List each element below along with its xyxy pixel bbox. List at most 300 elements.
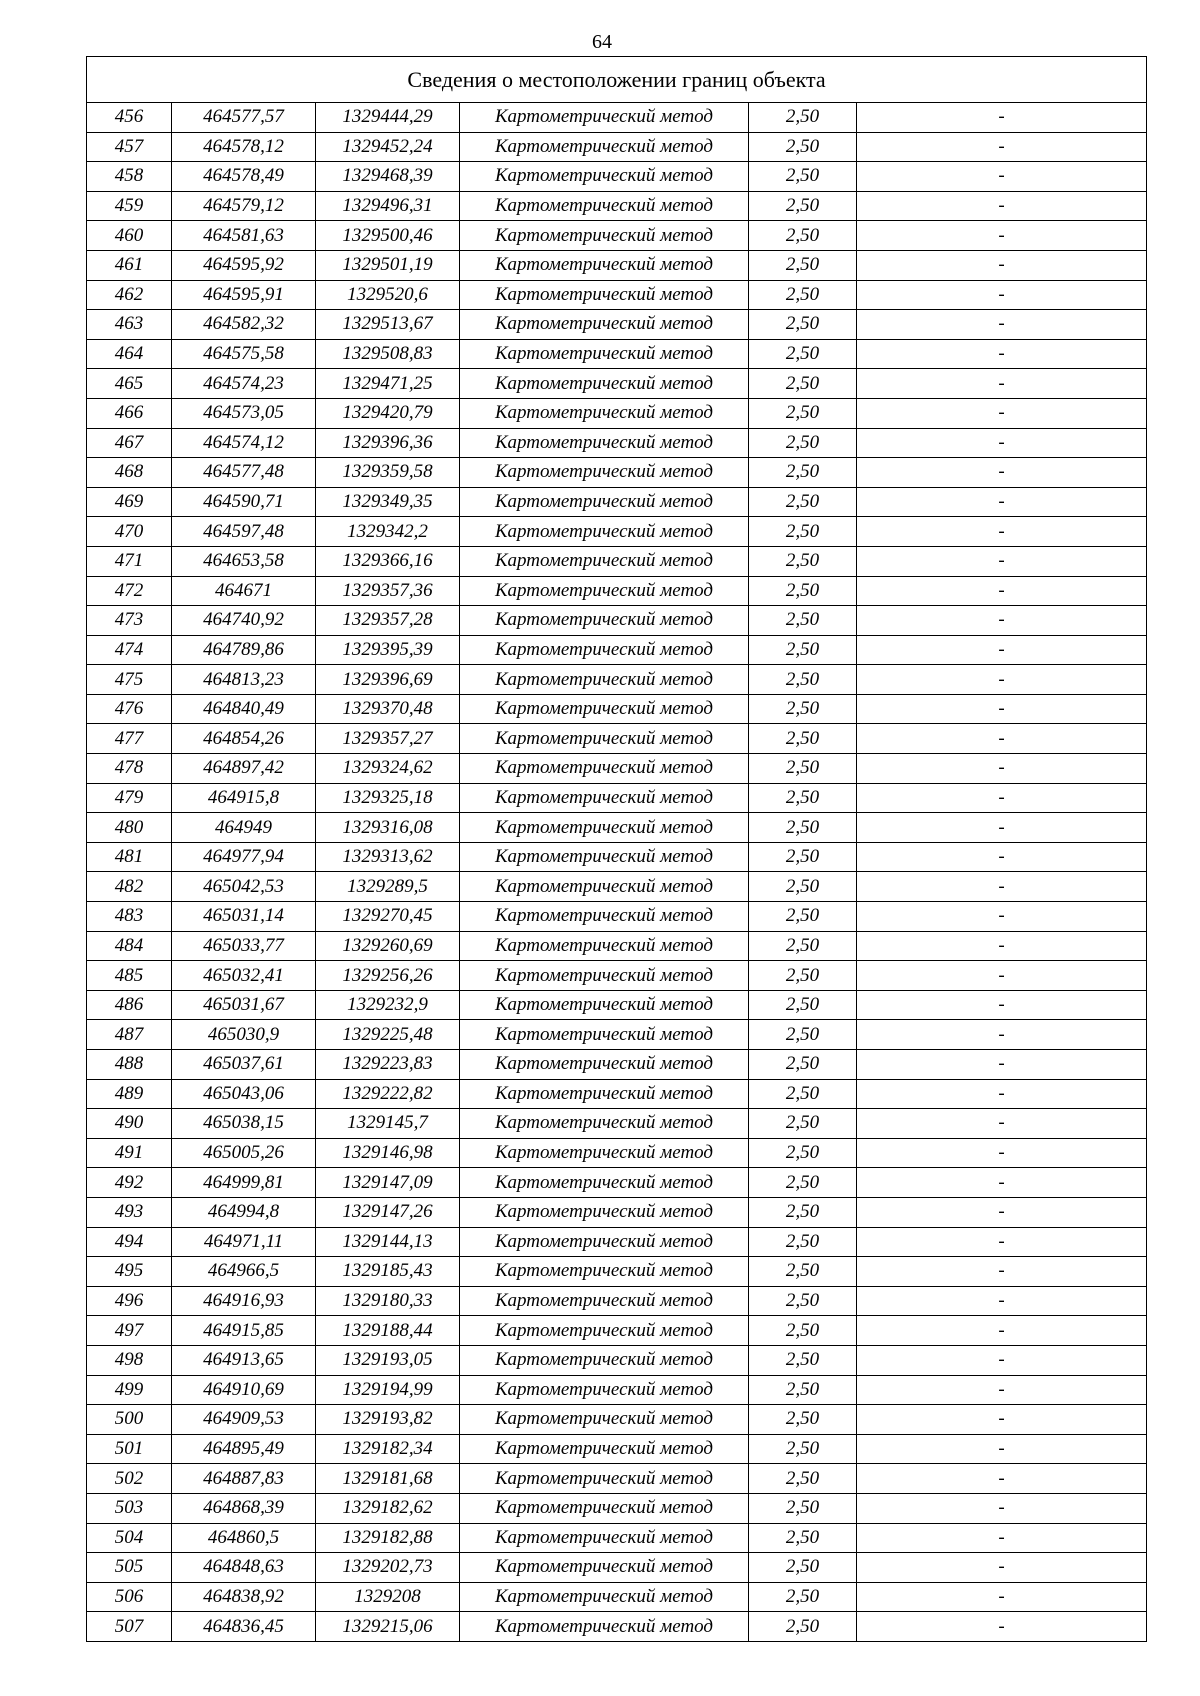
point-number-cell: 488 — [87, 1050, 172, 1080]
accuracy-cell: 2,50 — [749, 1582, 857, 1612]
table-row — [87, 1138, 1147, 1168]
table-row — [87, 1405, 1147, 1435]
table-row — [87, 369, 1147, 399]
description-cell: - — [857, 842, 1147, 872]
x-coordinate-cell: 464579,12 — [172, 191, 316, 221]
y-coordinate-cell: 1329452,24 — [316, 132, 460, 162]
point-number-cell: 470 — [87, 517, 172, 547]
y-coordinate-cell: 1329496,31 — [316, 191, 460, 221]
description-cell: - — [857, 103, 1147, 133]
description-cell: - — [857, 162, 1147, 192]
method-cell: Картометрический метод — [460, 162, 749, 192]
table-row — [87, 221, 1147, 251]
accuracy-cell: 2,50 — [749, 1257, 857, 1287]
description-cell: - — [857, 1257, 1147, 1287]
y-coordinate-cell: 1329147,26 — [316, 1197, 460, 1227]
method-cell: Картометрический метод — [460, 990, 749, 1020]
y-coordinate-cell: 1329182,88 — [316, 1523, 460, 1553]
table-row — [87, 250, 1147, 280]
method-cell: Картометрический метод — [460, 546, 749, 576]
table-row — [87, 961, 1147, 991]
accuracy-cell: 2,50 — [749, 1079, 857, 1109]
point-number-cell: 462 — [87, 280, 172, 310]
description-cell: - — [857, 1523, 1147, 1553]
y-coordinate-cell: 1329420,79 — [316, 398, 460, 428]
x-coordinate-cell: 464575,58 — [172, 339, 316, 369]
description-cell: - — [857, 783, 1147, 813]
x-coordinate-cell: 464813,23 — [172, 665, 316, 695]
accuracy-cell: 2,50 — [749, 842, 857, 872]
point-number-cell: 460 — [87, 221, 172, 251]
y-coordinate-cell: 1329324,62 — [316, 754, 460, 784]
point-number-cell: 478 — [87, 754, 172, 784]
description-cell: - — [857, 665, 1147, 695]
point-number-cell: 464 — [87, 339, 172, 369]
description-cell: - — [857, 872, 1147, 902]
method-cell: Картометрический метод — [460, 1345, 749, 1375]
accuracy-cell: 2,50 — [749, 103, 857, 133]
accuracy-cell: 2,50 — [749, 931, 857, 961]
x-coordinate-cell: 464577,48 — [172, 458, 316, 488]
table-body — [87, 103, 1147, 1642]
method-cell: Картометрический метод — [460, 1316, 749, 1346]
accuracy-cell: 2,50 — [749, 1345, 857, 1375]
point-number-cell: 500 — [87, 1405, 172, 1435]
table-row — [87, 428, 1147, 458]
accuracy-cell: 2,50 — [749, 132, 857, 162]
table-row — [87, 754, 1147, 784]
accuracy-cell: 2,50 — [749, 813, 857, 843]
y-coordinate-cell: 1329193,82 — [316, 1405, 460, 1435]
table-row — [87, 1375, 1147, 1405]
y-coordinate-cell: 1329359,58 — [316, 458, 460, 488]
y-coordinate-cell: 1329313,62 — [316, 842, 460, 872]
point-number-cell: 490 — [87, 1109, 172, 1139]
description-cell: - — [857, 517, 1147, 547]
point-number-cell: 495 — [87, 1257, 172, 1287]
boundary-table — [86, 56, 1147, 1642]
table-title-row — [87, 57, 1147, 103]
table-row — [87, 872, 1147, 902]
x-coordinate-cell: 464897,42 — [172, 754, 316, 784]
point-number-cell: 507 — [87, 1612, 172, 1642]
table-row — [87, 1582, 1147, 1612]
point-number-cell: 505 — [87, 1553, 172, 1583]
method-cell: Картометрический метод — [460, 1523, 749, 1553]
method-cell: Картометрический метод — [460, 754, 749, 784]
y-coordinate-cell: 1329444,29 — [316, 103, 460, 133]
table-row — [87, 990, 1147, 1020]
description-cell: - — [857, 339, 1147, 369]
method-cell: Картометрический метод — [460, 1109, 749, 1139]
method-cell: Картометрический метод — [460, 369, 749, 399]
y-coordinate-cell: 1329289,5 — [316, 872, 460, 902]
description-cell: - — [857, 1020, 1147, 1050]
y-coordinate-cell: 1329144,13 — [316, 1227, 460, 1257]
y-coordinate-cell: 1329181,68 — [316, 1464, 460, 1494]
method-cell: Картометрический метод — [460, 1405, 749, 1435]
x-coordinate-cell: 464915,85 — [172, 1316, 316, 1346]
y-coordinate-cell: 1329180,33 — [316, 1286, 460, 1316]
description-cell: - — [857, 576, 1147, 606]
accuracy-cell: 2,50 — [749, 783, 857, 813]
point-number-cell: 503 — [87, 1493, 172, 1523]
method-cell: Картометрический метод — [460, 1434, 749, 1464]
accuracy-cell: 2,50 — [749, 754, 857, 784]
description-cell: - — [857, 694, 1147, 724]
x-coordinate-cell: 465042,53 — [172, 872, 316, 902]
description-cell: - — [857, 1464, 1147, 1494]
y-coordinate-cell: 1329182,62 — [316, 1493, 460, 1523]
method-cell: Картометрический метод — [460, 1168, 749, 1198]
description-cell: - — [857, 487, 1147, 517]
description-cell: - — [857, 132, 1147, 162]
point-number-cell: 494 — [87, 1227, 172, 1257]
x-coordinate-cell: 464578,49 — [172, 162, 316, 192]
table-row — [87, 132, 1147, 162]
point-number-cell: 456 — [87, 103, 172, 133]
y-coordinate-cell: 1329395,39 — [316, 635, 460, 665]
table-row — [87, 1464, 1147, 1494]
accuracy-cell: 2,50 — [749, 487, 857, 517]
accuracy-cell: 2,50 — [749, 191, 857, 221]
point-number-cell: 458 — [87, 162, 172, 192]
table-row — [87, 842, 1147, 872]
table-row — [87, 1079, 1147, 1109]
x-coordinate-cell: 464999,81 — [172, 1168, 316, 1198]
description-cell: - — [857, 1375, 1147, 1405]
table-row — [87, 1257, 1147, 1287]
x-coordinate-cell: 464740,92 — [172, 606, 316, 636]
point-number-cell: 469 — [87, 487, 172, 517]
x-coordinate-cell: 464915,8 — [172, 783, 316, 813]
accuracy-cell: 2,50 — [749, 221, 857, 251]
description-cell: - — [857, 1553, 1147, 1583]
x-coordinate-cell: 465005,26 — [172, 1138, 316, 1168]
x-coordinate-cell: 464854,26 — [172, 724, 316, 754]
y-coordinate-cell: 1329468,39 — [316, 162, 460, 192]
description-cell: - — [857, 813, 1147, 843]
y-coordinate-cell: 1329396,36 — [316, 428, 460, 458]
x-coordinate-cell: 464838,92 — [172, 1582, 316, 1612]
method-cell: Картометрический метод — [460, 902, 749, 932]
accuracy-cell: 2,50 — [749, 1405, 857, 1435]
y-coordinate-cell: 1329357,27 — [316, 724, 460, 754]
y-coordinate-cell: 1329225,48 — [316, 1020, 460, 1050]
x-coordinate-cell: 464597,48 — [172, 517, 316, 547]
x-coordinate-cell: 464966,5 — [172, 1257, 316, 1287]
table-row — [87, 694, 1147, 724]
description-cell: - — [857, 724, 1147, 754]
description-cell: - — [857, 1109, 1147, 1139]
point-number-cell: 466 — [87, 398, 172, 428]
description-cell: - — [857, 1316, 1147, 1346]
y-coordinate-cell: 1329223,83 — [316, 1050, 460, 1080]
table-row — [87, 1020, 1147, 1050]
x-coordinate-cell: 465043,06 — [172, 1079, 316, 1109]
y-coordinate-cell: 1329193,05 — [316, 1345, 460, 1375]
description-cell: - — [857, 369, 1147, 399]
point-number-cell: 474 — [87, 635, 172, 665]
accuracy-cell: 2,50 — [749, 369, 857, 399]
table-row — [87, 1050, 1147, 1080]
description-cell: - — [857, 191, 1147, 221]
y-coordinate-cell: 1329500,46 — [316, 221, 460, 251]
x-coordinate-cell: 464909,53 — [172, 1405, 316, 1435]
accuracy-cell: 2,50 — [749, 1109, 857, 1139]
point-number-cell: 487 — [87, 1020, 172, 1050]
method-cell: Картометрический метод — [460, 1612, 749, 1642]
x-coordinate-cell: 464590,71 — [172, 487, 316, 517]
description-cell: - — [857, 1286, 1147, 1316]
point-number-cell: 465 — [87, 369, 172, 399]
description-cell: - — [857, 1345, 1147, 1375]
description-cell: - — [857, 1612, 1147, 1642]
accuracy-cell: 2,50 — [749, 1434, 857, 1464]
y-coordinate-cell: 1329147,09 — [316, 1168, 460, 1198]
point-number-cell: 461 — [87, 250, 172, 280]
accuracy-cell: 2,50 — [749, 428, 857, 458]
point-number-cell: 485 — [87, 961, 172, 991]
table-row — [87, 1316, 1147, 1346]
method-cell: Картометрический метод — [460, 428, 749, 458]
y-coordinate-cell: 1329520,6 — [316, 280, 460, 310]
point-number-cell: 486 — [87, 990, 172, 1020]
accuracy-cell: 2,50 — [749, 635, 857, 665]
table-row — [87, 1493, 1147, 1523]
description-cell: - — [857, 1197, 1147, 1227]
x-coordinate-cell: 464916,93 — [172, 1286, 316, 1316]
table-row — [87, 1109, 1147, 1139]
method-cell: Картометрический метод — [460, 1375, 749, 1405]
accuracy-cell: 2,50 — [749, 872, 857, 902]
x-coordinate-cell: 464994,8 — [172, 1197, 316, 1227]
method-cell: Картометрический метод — [460, 694, 749, 724]
point-number-cell: 475 — [87, 665, 172, 695]
x-coordinate-cell: 464582,32 — [172, 310, 316, 340]
x-coordinate-cell: 464653,58 — [172, 546, 316, 576]
table-row — [87, 280, 1147, 310]
point-number-cell: 497 — [87, 1316, 172, 1346]
point-number-cell: 468 — [87, 458, 172, 488]
method-cell: Картометрический метод — [460, 931, 749, 961]
method-cell: Картометрический метод — [460, 783, 749, 813]
x-coordinate-cell: 464671 — [172, 576, 316, 606]
description-cell: - — [857, 1168, 1147, 1198]
point-number-cell: 483 — [87, 902, 172, 932]
accuracy-cell: 2,50 — [749, 1138, 857, 1168]
description-cell: - — [857, 961, 1147, 991]
description-cell: - — [857, 1079, 1147, 1109]
accuracy-cell: 2,50 — [749, 724, 857, 754]
x-coordinate-cell: 464573,05 — [172, 398, 316, 428]
method-cell: Картометрический метод — [460, 517, 749, 547]
x-coordinate-cell: 464595,91 — [172, 280, 316, 310]
accuracy-cell: 2,50 — [749, 1523, 857, 1553]
accuracy-cell: 2,50 — [749, 1050, 857, 1080]
point-number-cell: 476 — [87, 694, 172, 724]
x-coordinate-cell: 464913,65 — [172, 1345, 316, 1375]
table-row — [87, 103, 1147, 133]
method-cell: Картометрический метод — [460, 842, 749, 872]
table-row — [87, 1612, 1147, 1642]
y-coordinate-cell: 1329185,43 — [316, 1257, 460, 1287]
y-coordinate-cell: 1329260,69 — [316, 931, 460, 961]
table-row — [87, 1434, 1147, 1464]
method-cell: Картометрический метод — [460, 132, 749, 162]
accuracy-cell: 2,50 — [749, 694, 857, 724]
accuracy-cell: 2,50 — [749, 576, 857, 606]
x-coordinate-cell: 465033,77 — [172, 931, 316, 961]
point-number-cell: 463 — [87, 310, 172, 340]
point-number-cell: 499 — [87, 1375, 172, 1405]
point-number-cell: 498 — [87, 1345, 172, 1375]
y-coordinate-cell: 1329208 — [316, 1582, 460, 1612]
description-cell: - — [857, 310, 1147, 340]
accuracy-cell: 2,50 — [749, 1197, 857, 1227]
y-coordinate-cell: 1329270,45 — [316, 902, 460, 932]
x-coordinate-cell: 464574,23 — [172, 369, 316, 399]
table-row — [87, 339, 1147, 369]
description-cell: - — [857, 635, 1147, 665]
y-coordinate-cell: 1329182,34 — [316, 1434, 460, 1464]
y-coordinate-cell: 1329342,2 — [316, 517, 460, 547]
description-cell: - — [857, 458, 1147, 488]
accuracy-cell: 2,50 — [749, 250, 857, 280]
y-coordinate-cell: 1329501,19 — [316, 250, 460, 280]
accuracy-cell: 2,50 — [749, 1493, 857, 1523]
method-cell: Картометрический метод — [460, 1464, 749, 1494]
accuracy-cell: 2,50 — [749, 665, 857, 695]
description-cell: - — [857, 1582, 1147, 1612]
table-row — [87, 1168, 1147, 1198]
table-row — [87, 665, 1147, 695]
method-cell: Картометрический метод — [460, 1227, 749, 1257]
method-cell: Картометрический метод — [460, 635, 749, 665]
table-row — [87, 310, 1147, 340]
table-row — [87, 1197, 1147, 1227]
point-number-cell: 504 — [87, 1523, 172, 1553]
method-cell: Картометрический метод — [460, 1197, 749, 1227]
x-coordinate-cell: 465038,15 — [172, 1109, 316, 1139]
description-cell: - — [857, 1493, 1147, 1523]
table-title: Сведения о местоположении границ объекта — [87, 57, 1147, 103]
accuracy-cell: 2,50 — [749, 546, 857, 576]
point-number-cell: 477 — [87, 724, 172, 754]
point-number-cell: 506 — [87, 1582, 172, 1612]
y-coordinate-cell: 1329202,73 — [316, 1553, 460, 1583]
point-number-cell: 459 — [87, 191, 172, 221]
table-row — [87, 724, 1147, 754]
method-cell: Картометрический метод — [460, 1582, 749, 1612]
x-coordinate-cell: 464860,5 — [172, 1523, 316, 1553]
y-coordinate-cell: 1329194,99 — [316, 1375, 460, 1405]
method-cell: Картометрический метод — [460, 576, 749, 606]
accuracy-cell: 2,50 — [749, 458, 857, 488]
accuracy-cell: 2,50 — [749, 1227, 857, 1257]
table-row — [87, 576, 1147, 606]
description-cell: - — [857, 280, 1147, 310]
y-coordinate-cell: 1329396,69 — [316, 665, 460, 695]
table-row — [87, 1523, 1147, 1553]
y-coordinate-cell: 1329357,28 — [316, 606, 460, 636]
accuracy-cell: 2,50 — [749, 339, 857, 369]
table-row — [87, 606, 1147, 636]
x-coordinate-cell: 464595,92 — [172, 250, 316, 280]
y-coordinate-cell: 1329471,25 — [316, 369, 460, 399]
y-coordinate-cell: 1329349,35 — [316, 487, 460, 517]
accuracy-cell: 2,50 — [749, 280, 857, 310]
y-coordinate-cell: 1329357,36 — [316, 576, 460, 606]
point-number-cell: 489 — [87, 1079, 172, 1109]
table-row — [87, 783, 1147, 813]
table-row — [87, 487, 1147, 517]
x-coordinate-cell: 465030,9 — [172, 1020, 316, 1050]
table-row — [87, 1286, 1147, 1316]
accuracy-cell: 2,50 — [749, 961, 857, 991]
accuracy-cell: 2,50 — [749, 1168, 857, 1198]
accuracy-cell: 2,50 — [749, 517, 857, 547]
y-coordinate-cell: 1329188,44 — [316, 1316, 460, 1346]
x-coordinate-cell: 465037,61 — [172, 1050, 316, 1080]
description-cell: - — [857, 754, 1147, 784]
table-row — [87, 902, 1147, 932]
x-coordinate-cell: 464887,83 — [172, 1464, 316, 1494]
point-number-cell: 501 — [87, 1434, 172, 1464]
x-coordinate-cell: 465031,14 — [172, 902, 316, 932]
method-cell: Картометрический метод — [460, 250, 749, 280]
point-number-cell: 479 — [87, 783, 172, 813]
method-cell: Картометрический метод — [460, 724, 749, 754]
method-cell: Картометрический метод — [460, 1079, 749, 1109]
point-number-cell: 493 — [87, 1197, 172, 1227]
method-cell: Картометрический метод — [460, 665, 749, 695]
point-number-cell: 481 — [87, 842, 172, 872]
method-cell: Картометрический метод — [460, 487, 749, 517]
accuracy-cell: 2,50 — [749, 1375, 857, 1405]
point-number-cell: 467 — [87, 428, 172, 458]
method-cell: Картометрический метод — [460, 1138, 749, 1168]
table-row — [87, 517, 1147, 547]
method-cell: Картометрический метод — [460, 103, 749, 133]
accuracy-cell: 2,50 — [749, 398, 857, 428]
table-row — [87, 398, 1147, 428]
x-coordinate-cell: 465032,41 — [172, 961, 316, 991]
y-coordinate-cell: 1329222,82 — [316, 1079, 460, 1109]
x-coordinate-cell: 464836,45 — [172, 1612, 316, 1642]
point-number-cell: 484 — [87, 931, 172, 961]
description-cell: - — [857, 931, 1147, 961]
description-cell: - — [857, 250, 1147, 280]
accuracy-cell: 2,50 — [749, 1612, 857, 1642]
description-cell: - — [857, 1050, 1147, 1080]
description-cell: - — [857, 1138, 1147, 1168]
description-cell: - — [857, 428, 1147, 458]
table-row — [87, 813, 1147, 843]
page-number: 64 — [592, 31, 612, 53]
table-row — [87, 191, 1147, 221]
point-number-cell: 473 — [87, 606, 172, 636]
method-cell: Картометрический метод — [460, 813, 749, 843]
x-coordinate-cell: 464971,11 — [172, 1227, 316, 1257]
description-cell: - — [857, 606, 1147, 636]
x-coordinate-cell: 465031,67 — [172, 990, 316, 1020]
x-coordinate-cell: 464581,63 — [172, 221, 316, 251]
point-number-cell: 491 — [87, 1138, 172, 1168]
method-cell: Картометрический метод — [460, 1257, 749, 1287]
method-cell: Картометрический метод — [460, 1020, 749, 1050]
accuracy-cell: 2,50 — [749, 990, 857, 1020]
